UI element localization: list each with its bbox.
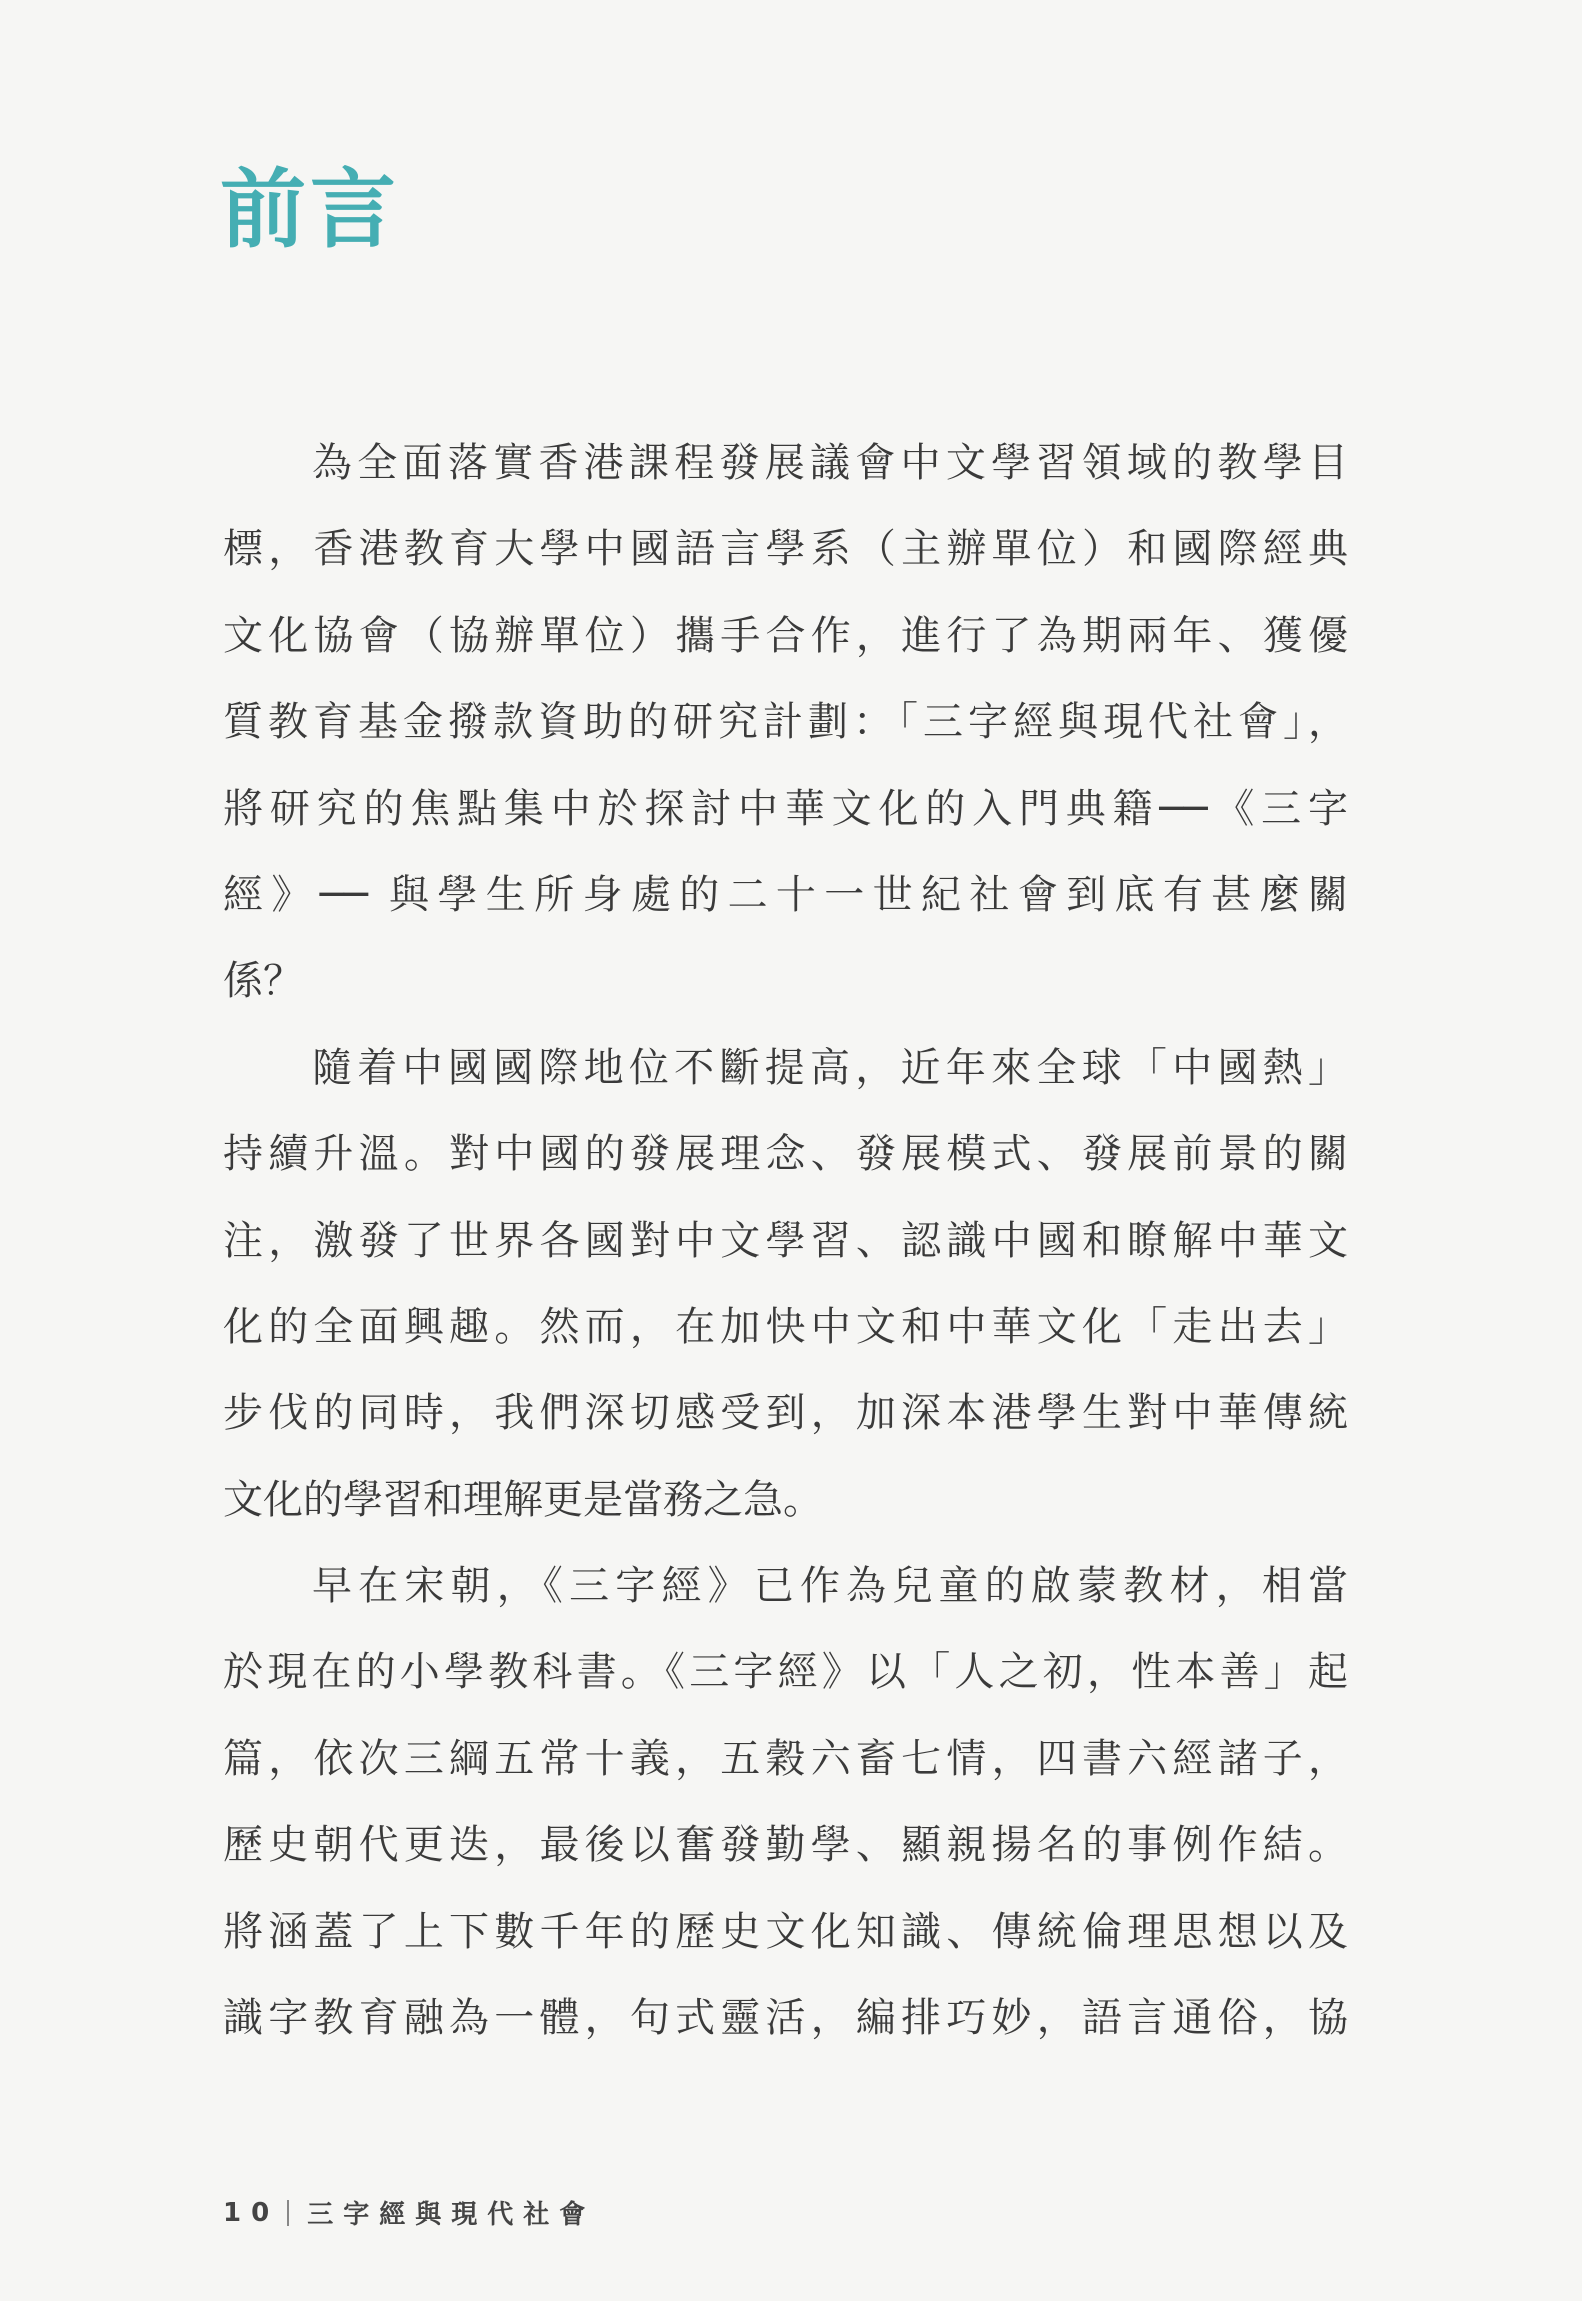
paragraph-2-line: 文化的學習和理解更是當務之急。 — [223, 1476, 823, 1523]
paragraph-3-line: 於現在的小學教科書。《三字經》以「人之初，性本善」起 — [223, 1649, 1348, 1696]
paragraph-1-line: 為全面落實香港課程發展議會中文學習領域的教學目 — [312, 440, 1348, 486]
paragraph-3-line: 歷史朝代更迭，最後以奮發勤學、顯親揚名的事例作結。 — [223, 1822, 1348, 1869]
paragraph-1-line: 標，香港教育大學中國語言學系（主辦單位）和國際經典 — [223, 526, 1348, 573]
paragraph-1-line: 係？ — [223, 958, 303, 1005]
paragraph-2-line: 隨着中國國際地位不斷提高，近年來全球「中國熱」 — [312, 1044, 1348, 1091]
body-text — [223, 420, 1348, 2061]
paragraph-3-line: 將涵蓋了上下數千年的歷史文化知識、傳統倫理思想以及 — [223, 1908, 1348, 1955]
running-title: 三字經與現代社會 — [307, 2200, 596, 2230]
paragraph-3-line: 早在宋朝，《三字經》已作為兒童的啟蒙教材，相當 — [312, 1563, 1348, 1610]
paragraph-1-line: 將研究的焦點集中於探討中華文化的入門典籍──《三字 — [223, 785, 1348, 832]
page-number: 10 — [223, 2197, 280, 2228]
paragraph-1-line: 質教育基金撥款資助的研究計劃：「三字經與現代社會」， — [223, 699, 1348, 746]
page-title: 前言 — [220, 160, 400, 260]
paragraph-2-line: 注，激發了世界各國對中文學習、認識中國和瞭解中華文 — [223, 1217, 1348, 1264]
paragraph-3-line: 識字教育融為一體，句式靈活，編排巧妙，語言通俗，協 — [223, 1995, 1348, 2042]
paragraph-2-line: 步伐的同時，我們深切感受到，加深本港學生對中華傳統 — [223, 1390, 1348, 1437]
paragraph-2-line: 化的全面興趣。然而，在加快中文和中華文化「走出去」 — [223, 1303, 1348, 1350]
paragraph-1-line: 經》── 與學生所身處的二十一世紀社會到底有甚麼關 — [223, 871, 1348, 918]
footer-divider — [287, 2200, 289, 2226]
paragraph-2-line: 持續升溫。對中國的發展理念、發展模式、發展前景的關 — [223, 1131, 1348, 1178]
page-footer — [223, 2194, 595, 2231]
paragraph-1-line: 文化協會（協辦單位）攜手合作，進行了為期兩年、獲優 — [223, 612, 1348, 659]
paragraph-3-line: 篇，依次三綱五常十義，五穀六畜七情，四書六經諸子， — [223, 1735, 1348, 1782]
